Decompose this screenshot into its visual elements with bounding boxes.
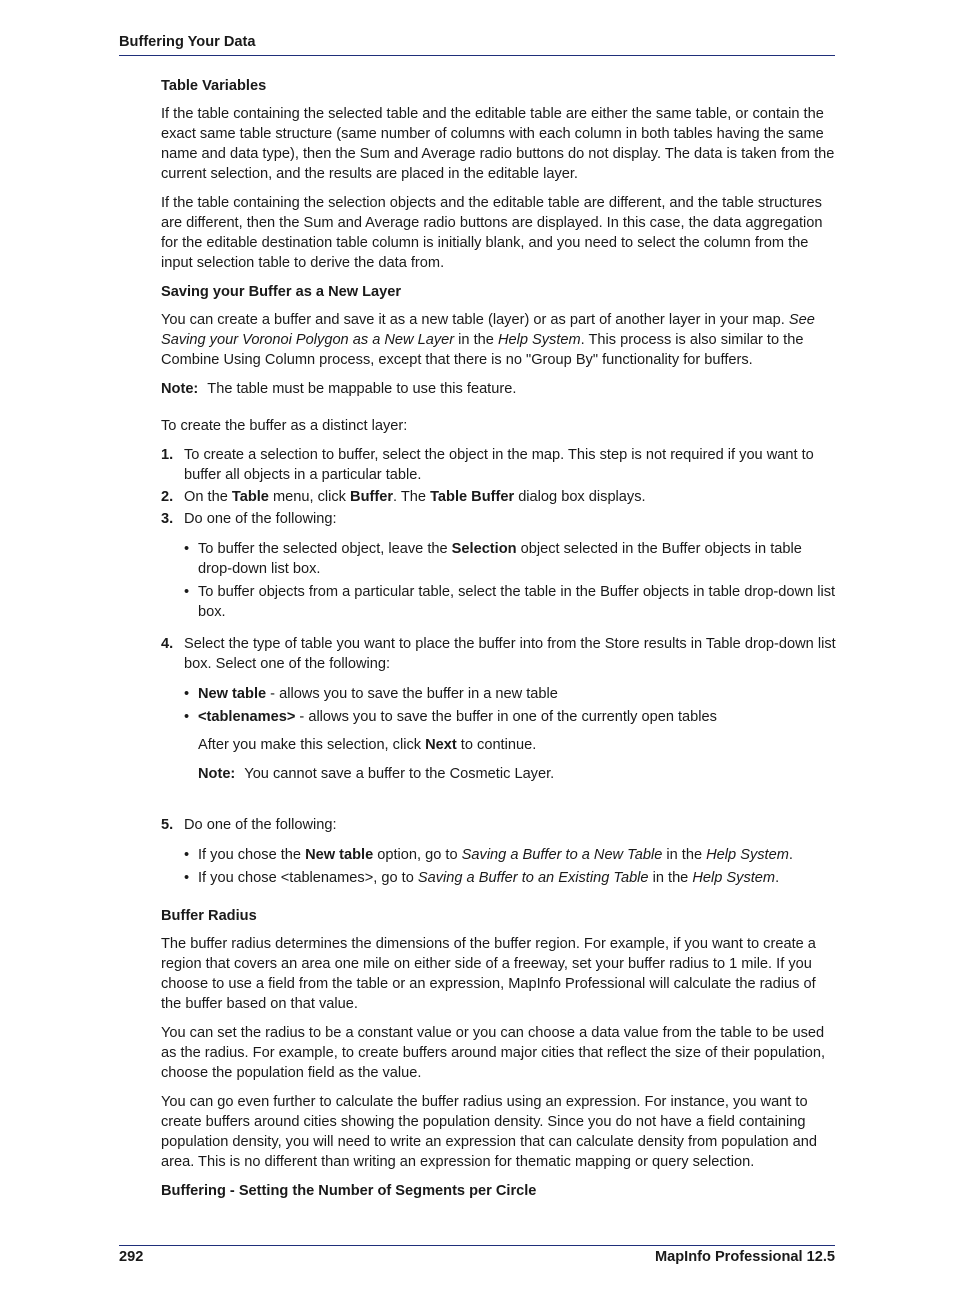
bullet-list <box>184 845 837 888</box>
text-run: . The <box>393 489 431 505</box>
paragraph: If the table containing the selected table and the editable table are either the same table, or contain the exact same table structure (same number of columns with each column in both tables having the same name and data type), then the Sum and Average radio buttons do not display. The data is taken from the current selection, and the results are placed in the editable layer. <box>161 106 835 182</box>
text-run: If you chose the <box>198 847 306 863</box>
text-run: You can create a buffer and save it as a new table (layer) or as part of another layer in your map. <box>161 312 789 328</box>
list-item <box>184 582 837 622</box>
step-text: Select the type of table you want to place the buffer into from the Store results in Table drop-down list box. Select one of the following: <box>184 636 836 672</box>
step-number: 4. <box>161 636 174 652</box>
note-label: Note: <box>161 381 199 397</box>
text-run: To buffer objects from a particular table, select the table in the Buffer objects in table drop-down list box. <box>198 584 836 620</box>
option-name: New table <box>198 686 267 702</box>
text-run: . <box>775 870 780 886</box>
dialog-name: Table Buffer <box>430 489 515 505</box>
text-run: - allows you to save the buffer in a new table <box>266 686 558 702</box>
help-system-ref: Help System <box>706 847 789 863</box>
step-number: 1. <box>161 447 174 463</box>
bullet-glyph: • <box>184 709 190 725</box>
help-system-ref: Help System <box>692 870 776 886</box>
paragraph <box>161 310 837 370</box>
note <box>184 764 837 784</box>
text-run: After you make this selection, click <box>198 737 426 753</box>
text-run: On the <box>184 489 232 505</box>
text-run: . This process is also similar to the Combine Using Column process, except that there is no "Group By" functionality for buffers. <box>161 332 804 368</box>
bullet-list <box>184 684 837 727</box>
paragraph: You can set the radius to be a constant value or you can choose a data value from the table to be used as the radius. For example, to create buffers around major cities that reflect the size of their population, choose the population field as the value. <box>161 1025 826 1081</box>
step-3 <box>161 509 837 622</box>
heading-segments-per-circle: Buffering - Setting the Number of Segments per Circle <box>161 1183 537 1199</box>
option-name: Selection <box>451 541 517 557</box>
step-text: Do one of the following: <box>184 511 337 527</box>
cross-reference: Saving a Buffer to an Existing Table <box>417 870 649 886</box>
step-text: To create a selection to buffer, select the object in the map. This step is not required if you want to buffer all objects in a particular table. <box>184 447 814 483</box>
command-name: Buffer <box>350 489 394 505</box>
step-number: 2. <box>161 489 174 505</box>
list-item <box>184 539 837 579</box>
bullet-glyph: • <box>184 686 190 702</box>
list-item <box>184 707 837 727</box>
steps-list <box>161 445 837 888</box>
running-header <box>119 34 835 56</box>
text-run: in the <box>454 332 498 348</box>
help-system-ref: Help System <box>497 332 581 348</box>
note-label: Note: <box>198 766 236 782</box>
step-1 <box>161 445 837 485</box>
page-number: 292 <box>119 1249 144 1265</box>
step-text: Do one of the following: <box>184 817 337 833</box>
option-name: <tablenames> <box>198 709 296 725</box>
paragraph: The buffer radius determines the dimensions of the buffer region. For example, if you want to create a region that covers an area one mile on either side of a freeway, set your buffer radius to 1 mile. If you choose to use a field from the table or an expression, MapInfo Professional will calculate the radius of the buffer based on that value. <box>161 936 816 1012</box>
step-4 <box>161 634 837 784</box>
note-text: The table must be mappable to use this feature. <box>207 381 517 397</box>
text-run: option, go to <box>373 847 462 863</box>
text-run: - allows you to save the buffer in one of the currently open tables <box>295 709 717 725</box>
bullet-list <box>184 539 837 622</box>
text-run: To buffer the selected object, leave the <box>198 541 452 557</box>
steps-intro: To create the buffer as a distinct layer: <box>161 418 408 434</box>
bullet-glyph: • <box>184 584 190 600</box>
heading-buffer-radius: Buffer Radius <box>161 908 257 924</box>
step-number: 5. <box>161 817 174 833</box>
bullet-glyph: • <box>184 541 190 557</box>
bullet-glyph: • <box>184 847 190 863</box>
heading-saving-buffer: Saving your Buffer as a New Layer <box>161 284 402 300</box>
paragraph: If the table containing the selection objects and the editable table are different, and the table structures are different, then the Sum and Average radio buttons are displayed. In this case, the data aggregation for the editable destination table column is initially blank, and you need to select the column from the input selection table to derive the data from. <box>161 195 823 271</box>
step-followup <box>184 735 837 755</box>
cross-reference: See Saving your Voronoi Polygon as a New Layer <box>161 312 815 348</box>
heading-table-variables: Table Variables <box>161 78 267 94</box>
text-run: dialog box displays. <box>514 489 646 505</box>
product-name: MapInfo Professional 12.5 <box>654 1249 835 1265</box>
cross-reference: Saving a Buffer to a New Table <box>461 847 663 863</box>
button-name: Next <box>425 737 457 753</box>
page-body <box>161 76 837 1209</box>
list-item <box>184 684 837 704</box>
list-item <box>184 845 837 865</box>
running-footer <box>119 1245 835 1265</box>
bullet-glyph: • <box>184 870 190 886</box>
paragraph: You can go even further to calculate the buffer radius using an expression. For instance, you want to create buffers around cities showing the population density. Since you do not have a field containing population density, you will need to write an expression that can calculate density from population and area. This is no different than writing an expression for thematic mapping or query selection. <box>161 1094 818 1170</box>
step-5 <box>161 815 837 888</box>
text-run: object selected in the Buffer objects in table drop-down list box. <box>198 541 802 577</box>
text-run: If you chose <tablenames>, go to <box>198 870 418 886</box>
menu-name: Table <box>231 489 269 505</box>
text-run: in the <box>662 847 707 863</box>
note <box>161 379 837 399</box>
list-item <box>184 868 837 888</box>
text-run: to continue. <box>456 737 537 753</box>
option-name: New table <box>305 847 374 863</box>
step-2 <box>161 487 837 507</box>
header-title: Buffering Your Data <box>119 34 256 50</box>
step-number: 3. <box>161 511 174 527</box>
text-run: . <box>788 847 793 863</box>
text-run: in the <box>648 870 693 886</box>
text-run: menu, click <box>268 489 351 505</box>
note-text: You cannot save a buffer to the Cosmetic Layer. <box>244 766 555 782</box>
